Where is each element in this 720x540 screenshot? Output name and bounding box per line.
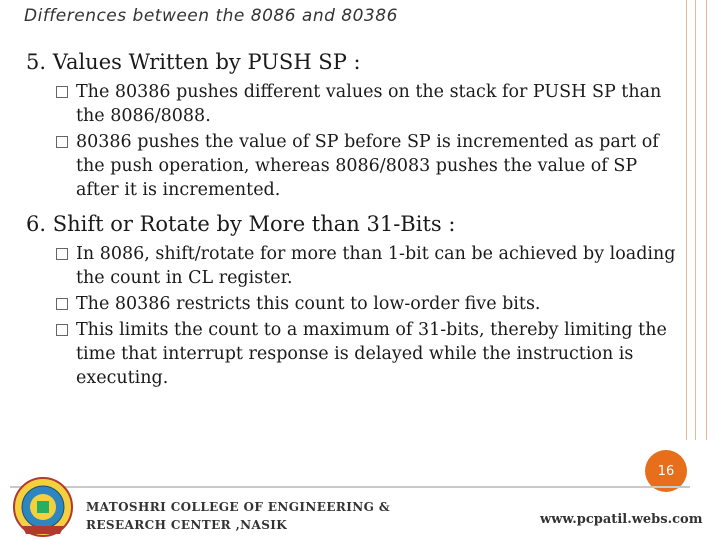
- slide-content: [26, 50, 678, 392]
- bullet-item: [26, 130, 678, 202]
- slide-title: Differences between the 8086 and 80386: [24, 6, 398, 26]
- bullet-text: The 80386 pushes different values on the stack for PUSH SP than the 8086/8088.: [76, 82, 662, 126]
- bullet-item: [26, 80, 678, 128]
- checkbox-bullet-icon: [56, 248, 68, 260]
- bullet-item: [26, 292, 678, 316]
- college-logo-icon: [12, 476, 74, 538]
- website-link[interactable]: www.pcpatil.webs.com: [540, 512, 703, 527]
- footer-divider: [10, 486, 690, 488]
- page-number-badge: 16: [645, 450, 687, 492]
- college-name-line2: RESEARCH CENTER ,NASIK: [86, 518, 288, 532]
- college-name: [86, 498, 390, 534]
- checkbox-bullet-icon: [56, 86, 68, 98]
- checkbox-bullet-icon: [56, 298, 68, 310]
- bullet-item: [26, 242, 678, 290]
- bullet-text: 80386 pushes the value of SP before SP is incremented as part of the push operation, whereas 8086/8083 pushes the value of SP after it is incremented.: [76, 132, 659, 200]
- slide-border-decoration: [686, 0, 720, 440]
- college-name-line1: MATOSHRI COLLEGE OF ENGINEERING &: [86, 500, 391, 514]
- section-heading-shift-rotate: 6. Shift or Rotate by More than 31-Bits :: [26, 212, 456, 236]
- bullet-text: This limits the count to a maximum of 31-bits, thereby limiting the time that interrupt response is delayed while the instruction is executing.: [76, 320, 667, 388]
- bullet-item: [26, 318, 678, 390]
- checkbox-bullet-icon: [56, 136, 68, 148]
- section-heading-push-sp: 5. Values Written by PUSH SP :: [26, 50, 361, 74]
- checkbox-bullet-icon: [56, 324, 68, 336]
- bullet-text: In 8086, shift/rotate for more than 1-bit can be achieved by loading the count in CL register.: [76, 244, 676, 288]
- bullet-text: The 80386 restricts this count to low-order five bits.: [76, 294, 541, 314]
